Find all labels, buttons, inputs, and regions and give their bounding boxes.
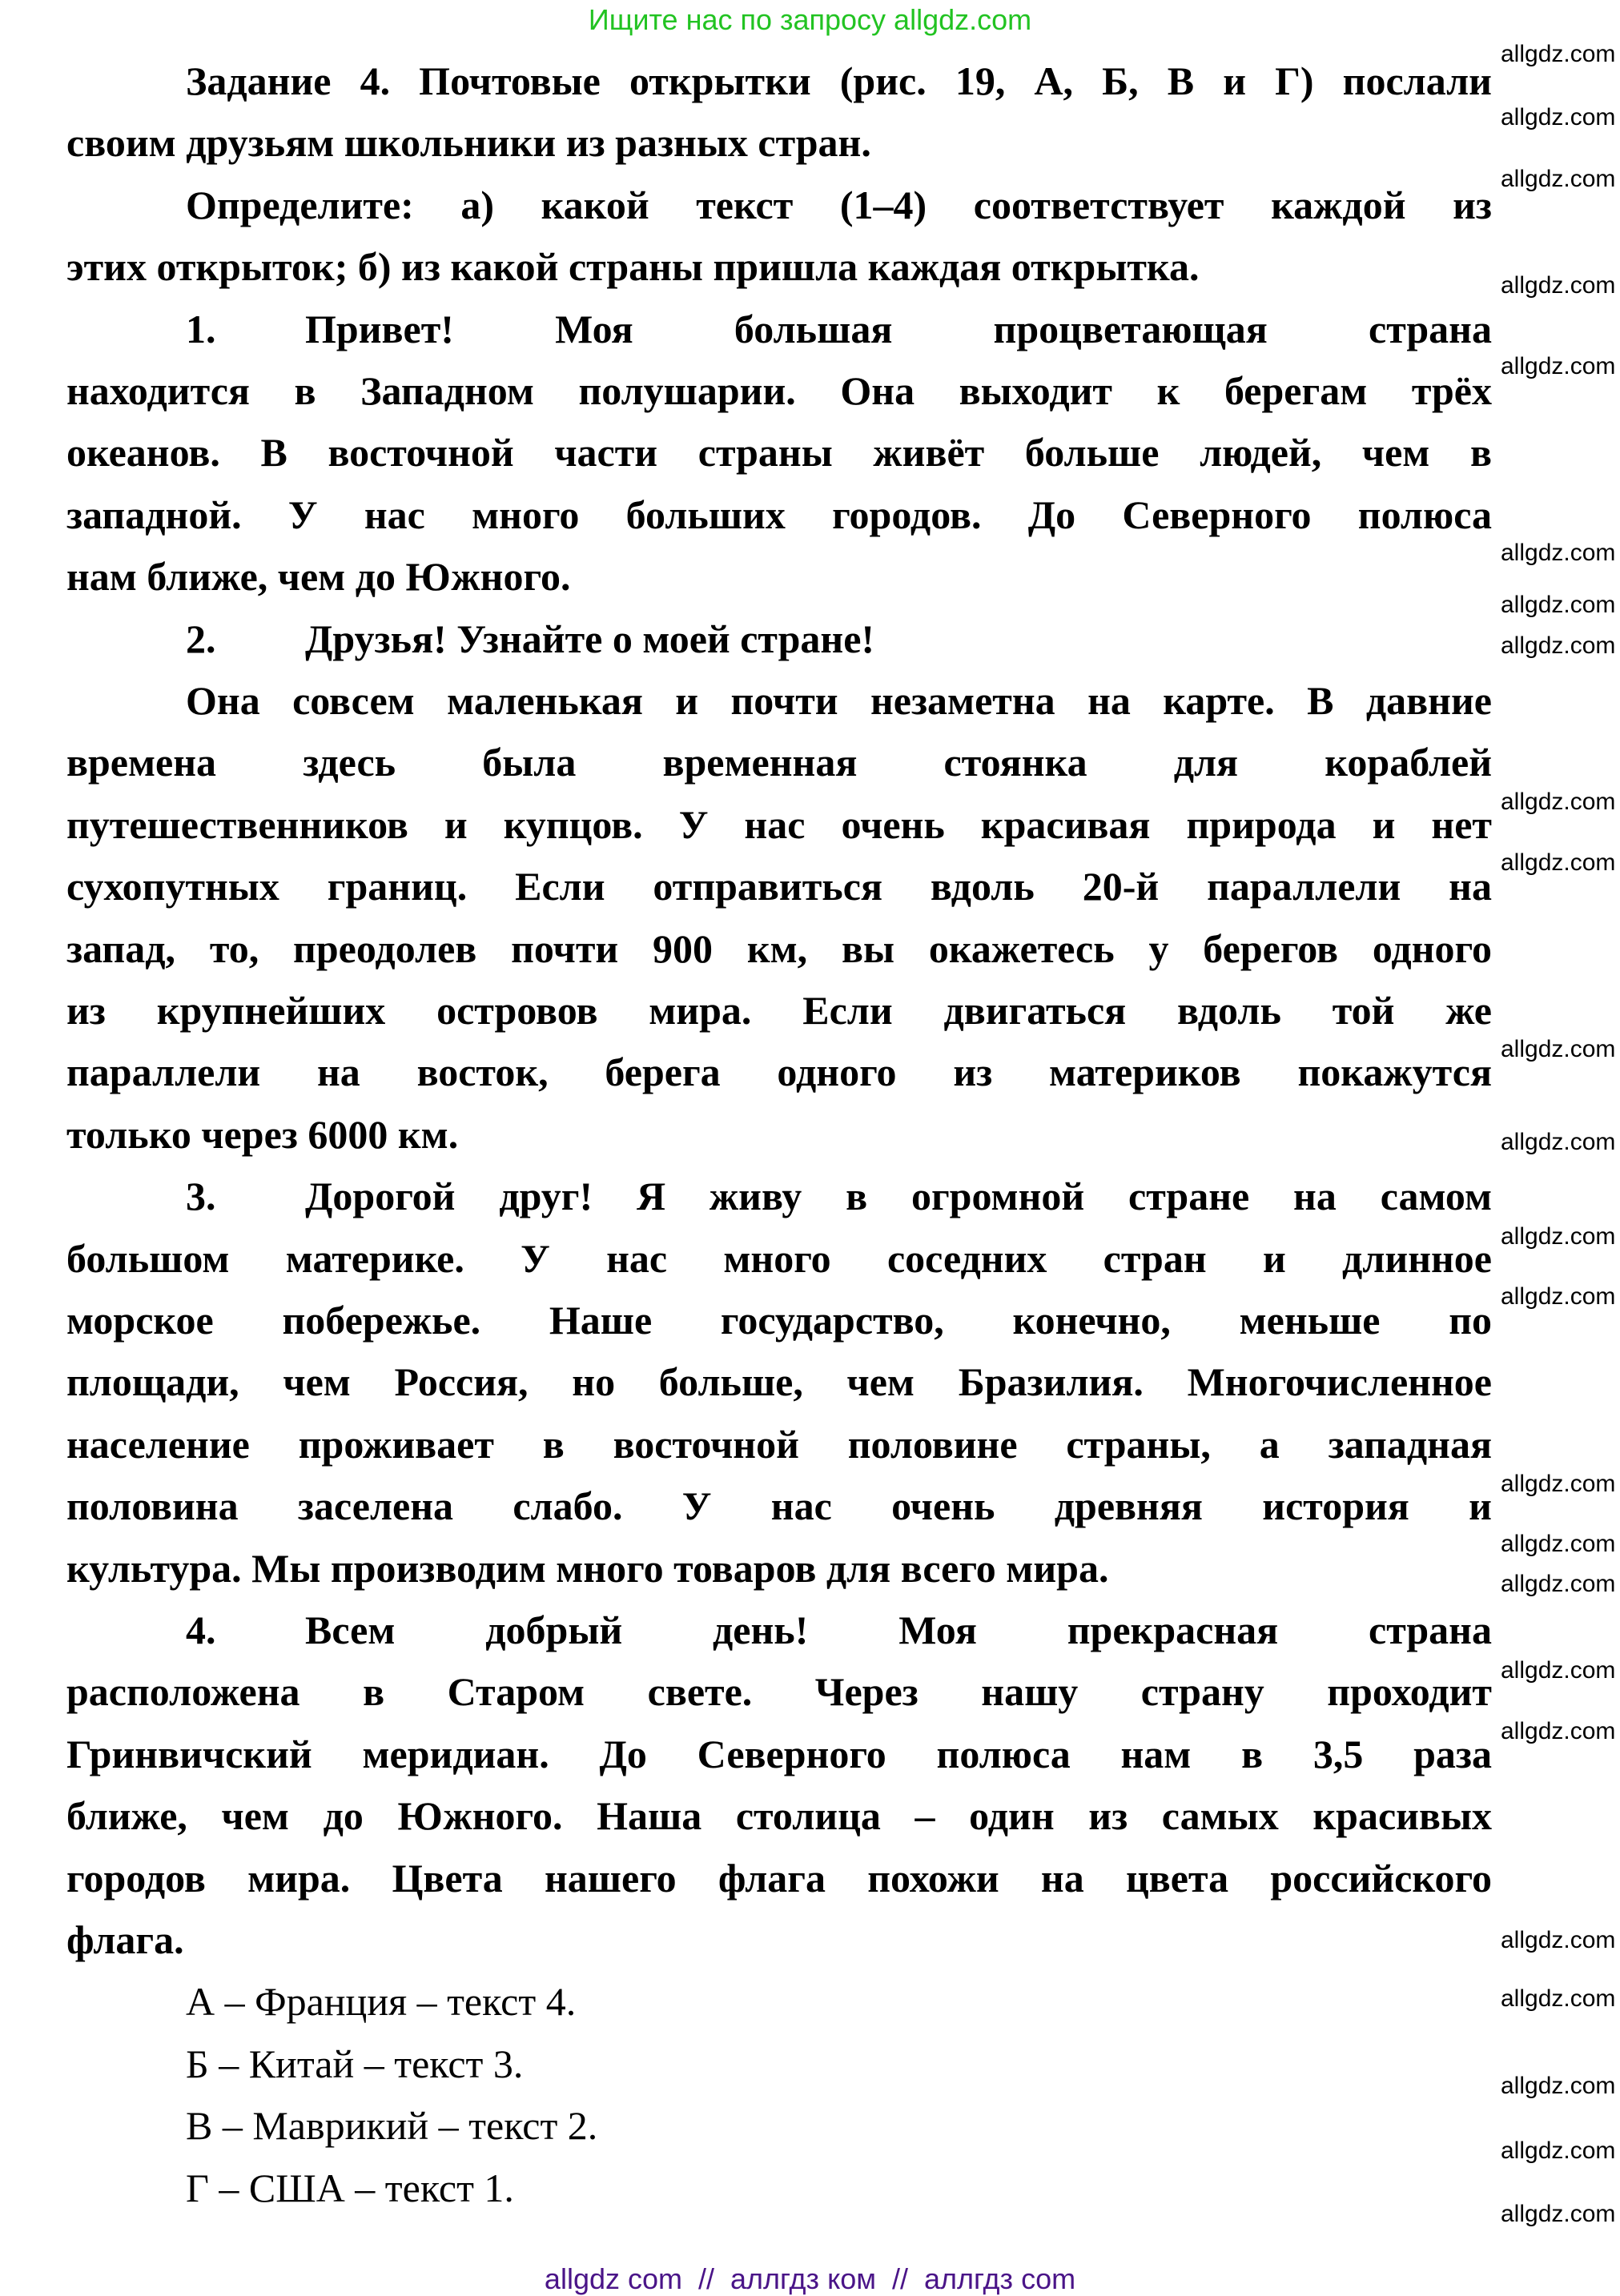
line-text: своим друзьям школьники из разных стран. xyxy=(66,120,871,166)
footer-links[interactable]: allgdz com // аллгдз ком // аллгдз com xyxy=(544,2262,1076,2295)
line-text: параллели на восток, берега одного из материков покажутся xyxy=(66,1050,1492,1095)
answer-line: Б – Китай – текст 3. xyxy=(186,2041,524,2086)
numbered-text-line xyxy=(186,306,1492,362)
answer-line: В – Маврикий – текст 2. xyxy=(186,2103,598,2149)
watermark: allgdz.com xyxy=(1501,540,1616,566)
watermark: allgdz.com xyxy=(1501,166,1616,192)
line-text: большом материке. У нас много соседних стран и длинное xyxy=(66,1235,1492,1281)
line-text: Задание 4. Почтовые открытки (рис. 19, А, Б, В и Г) послали xyxy=(186,58,1492,103)
line-text: Определите: а) какой текст (1–4) соответствует каждой из xyxy=(186,182,1492,227)
watermark: allgdz.com xyxy=(1501,632,1616,659)
watermark: allgdz.com xyxy=(1501,1657,1616,1684)
line-text: находится в Западном полушарии. Она выходит к берегам трёх xyxy=(66,368,1492,413)
watermark: allgdz.com xyxy=(1501,592,1616,618)
text-line xyxy=(66,429,1492,485)
line-text: запад, то, преодолев почти 900 км, вы окажетесь у берегов одного xyxy=(66,925,1492,971)
answer-line: А – Франция – текст 4. xyxy=(186,1979,577,2025)
line-text: Гринвичский меридиан. До Северного полюса нам в 3,5 раза xyxy=(66,1731,1492,1776)
watermark: allgdz.com xyxy=(1501,104,1616,130)
line-text: океанов. В восточной части страны живёт больше людей, чем в xyxy=(66,430,1492,476)
text-line xyxy=(66,739,1492,795)
line-text: городов мира. Цвета нашего флага похожи на цвета российского xyxy=(66,1855,1492,1901)
text-line xyxy=(186,182,1492,238)
text-line xyxy=(66,925,1492,981)
text-line xyxy=(66,243,1492,299)
item-number: 3. xyxy=(186,1174,216,1219)
watermark: allgdz.com xyxy=(1501,1927,1616,1953)
item-number: 1. xyxy=(186,306,216,351)
text-line xyxy=(66,367,1492,423)
line-text: нам ближе, чем до Южного. xyxy=(66,554,571,600)
watermark: allgdz.com xyxy=(1501,789,1616,815)
watermark: allgdz.com xyxy=(1501,1718,1616,1744)
text-line xyxy=(66,1917,1492,1973)
text-line xyxy=(66,863,1492,919)
line-text: Друзья! Узнайте о моей стране! xyxy=(305,616,875,661)
text-line xyxy=(186,677,1492,733)
watermark: allgdz.com xyxy=(1501,1129,1616,1155)
watermark: allgdz.com xyxy=(1501,41,1616,67)
text-line xyxy=(66,1731,1492,1787)
line-text: ближе, чем до Южного. Наша столица – один из самых красивых xyxy=(66,1793,1492,1839)
line-text: культура. Мы производим много товаров для всего мира. xyxy=(66,1545,1109,1591)
text-line xyxy=(66,1792,1492,1848)
text-line xyxy=(186,58,1492,114)
line-text: Всем добрый день! Моя прекрасная страна xyxy=(305,1608,1492,1652)
watermark: allgdz.com xyxy=(1501,1223,1616,1250)
text-line xyxy=(66,1359,1492,1415)
watermark: allgdz.com xyxy=(1501,849,1616,876)
answer-line: Г – США – текст 1. xyxy=(186,2165,514,2210)
text-line xyxy=(66,492,1492,548)
numbered-text-line xyxy=(186,1607,1492,1663)
text-line xyxy=(66,1421,1492,1477)
line-text: сухопутных границ. Если отправиться вдоль 20-й параллели на xyxy=(66,864,1492,909)
line-text: только через 6000 км. xyxy=(66,1111,459,1157)
line-text: половина заселена слабо. У нас очень древняя история и xyxy=(66,1483,1492,1529)
watermark: allgdz.com xyxy=(1501,2137,1616,2164)
line-text: флага. xyxy=(66,1917,184,1962)
item-number: 2. xyxy=(186,616,216,661)
numbered-text-line xyxy=(186,616,1492,672)
watermark: allgdz.com xyxy=(1501,2201,1616,2227)
text-line xyxy=(66,119,1492,175)
line-text: путешественников и купцов. У нас очень красивая природа и нет xyxy=(66,801,1492,847)
line-text: западной. У нас много больших городов. До Северного полюса xyxy=(66,492,1492,537)
text-line xyxy=(66,801,1492,857)
watermark: allgdz.com xyxy=(1501,272,1616,299)
header-banner[interactable]: Ищите нас по запросу allgdz.com xyxy=(588,3,1032,36)
text-line xyxy=(66,553,1492,609)
watermark: allgdz.com xyxy=(1501,1985,1616,2012)
line-text: площади, чем Россия, но больше, чем Бразилия. Многочисленное xyxy=(66,1359,1492,1405)
line-text: морское побережье. Наше государство, конечно, меньше по xyxy=(66,1298,1492,1343)
watermark: allgdz.com xyxy=(1501,1531,1616,1557)
text-line xyxy=(66,1668,1492,1724)
watermark: allgdz.com xyxy=(1501,2073,1616,2099)
text-line xyxy=(66,1111,1492,1167)
line-text: расположена в Старом свете. Через нашу страну проходит xyxy=(66,1669,1492,1715)
watermark: allgdz.com xyxy=(1501,1036,1616,1062)
line-text: Она совсем маленькая и почти незаметна на карте. В давние xyxy=(186,678,1492,723)
line-text: население проживает в восточной половине страны, а западная xyxy=(66,1421,1492,1467)
line-text: времена здесь была временная стоянка для кораблей xyxy=(66,740,1492,785)
numbered-text-line xyxy=(186,1173,1492,1229)
line-text: из крупнейших островов мира. Если двигаться вдоль той же xyxy=(66,988,1492,1033)
line-text: этих открыток; б) из какой страны пришла каждая открытка. xyxy=(66,244,1200,290)
watermark: allgdz.com xyxy=(1501,1471,1616,1497)
watermark: allgdz.com xyxy=(1501,353,1616,379)
item-number: 4. xyxy=(186,1608,216,1652)
text-line xyxy=(66,1297,1492,1353)
text-line xyxy=(66,1545,1492,1601)
text-line xyxy=(66,1235,1492,1291)
watermark: allgdz.com xyxy=(1501,1283,1616,1310)
text-line xyxy=(66,1049,1492,1105)
text-line xyxy=(66,1483,1492,1539)
line-text: Дорогой друг! Я живу в огромной стране на самом xyxy=(305,1174,1492,1219)
watermark: allgdz.com xyxy=(1501,1571,1616,1597)
text-line xyxy=(66,1855,1492,1911)
text-line xyxy=(66,987,1492,1043)
line-text: Привет! Моя большая процветающая страна xyxy=(305,306,1492,351)
